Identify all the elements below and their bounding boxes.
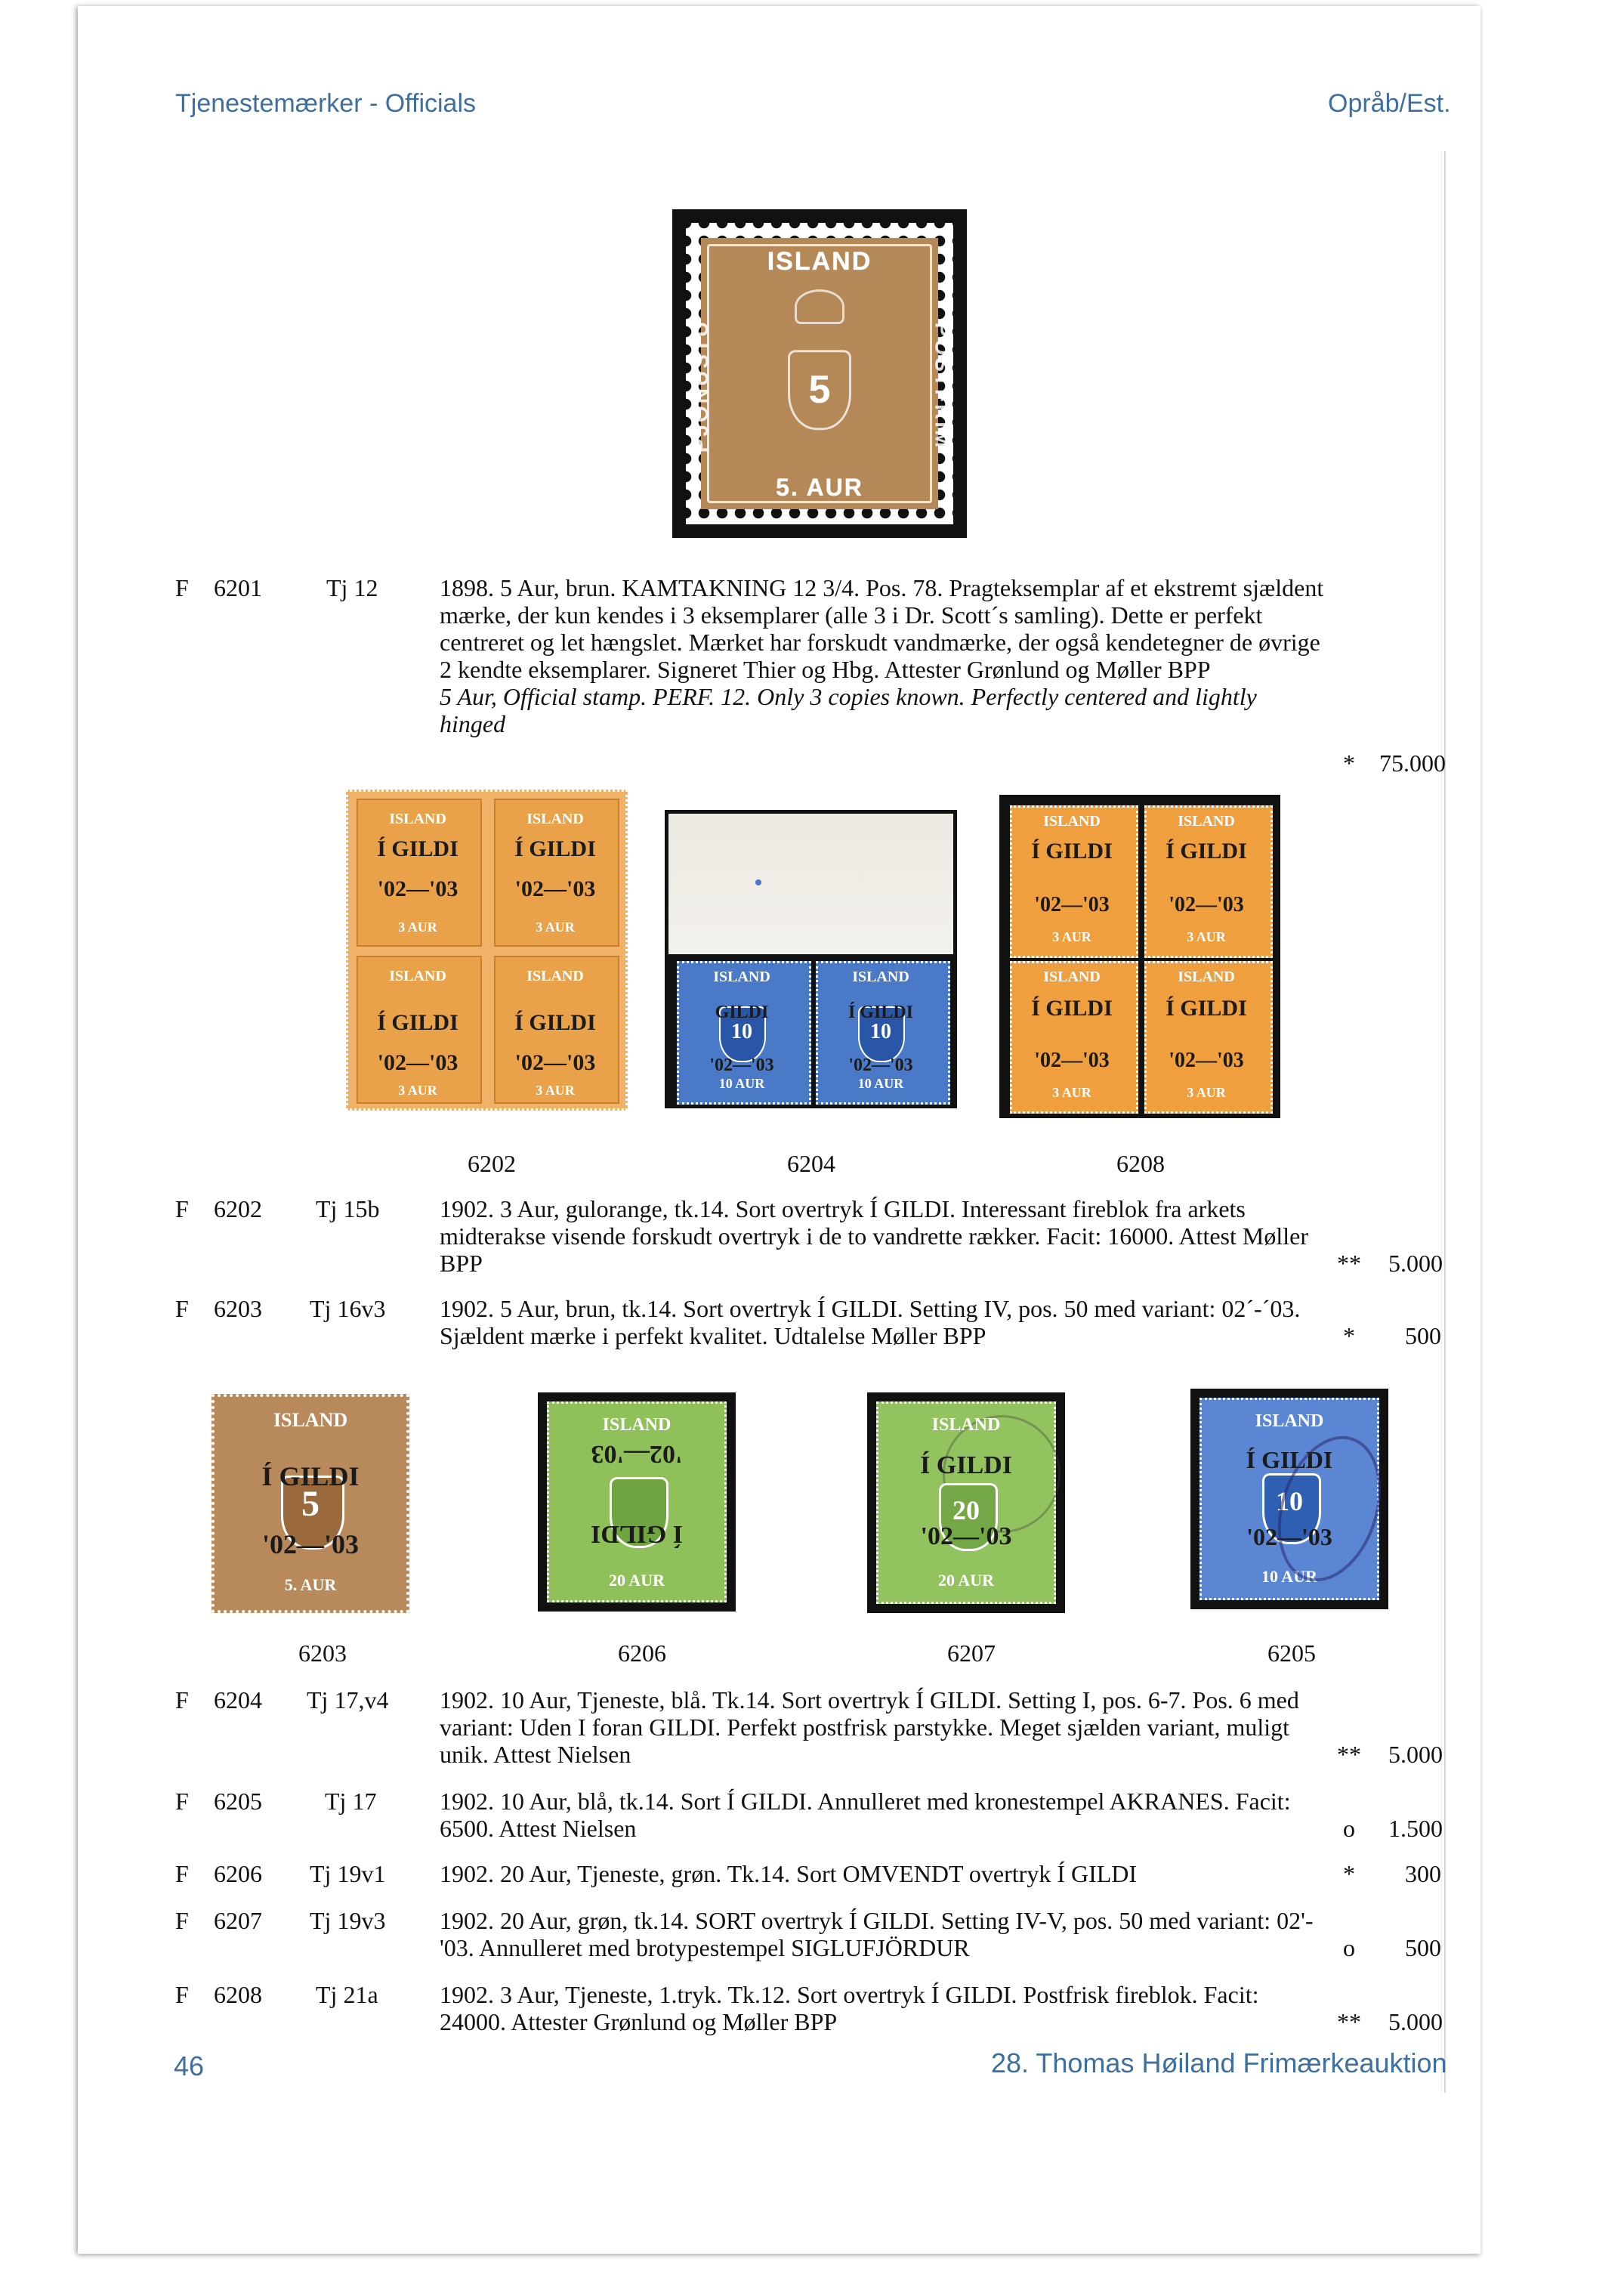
estimate: 5.000 [1388,2008,1443,2035]
stamp-6206 [538,1392,736,1612]
overprint-gildi-inverted: Í GILDI [591,1520,683,1548]
page-number: 46 [174,2050,205,2081]
overprint-years-inverted: '02—'03 [591,1440,683,1468]
lot-description: 1902. 3 Aur, Tjeneste, 1.tryk. Tk.12. Sort overtryk Í GILDI. Postfrisk fireblok. Facit: 24000. Attester Grønlund og Møller BPP [440,1981,1259,2035]
lot-prefix: F [175,1788,189,1815]
overprint-gildi-missing-i: GILDI [715,1003,769,1022]
overprint-years: '02—'03 [1169,1049,1244,1072]
lot-number: 6207 [214,1907,262,1934]
overprint-gildi: Í GILDI [1166,839,1247,864]
stamp-country: ISLAND [389,968,446,984]
stamp-value: 10 [1276,1486,1303,1516]
lot-prefix: F [175,1860,189,1887]
overprint-years: '02—'03 [261,1529,359,1559]
stamp-country: ISLAND [767,247,872,276]
condition-mark: * [1343,749,1355,777]
overprint-years: '02—'03 [1169,893,1244,916]
stamp-denomination: 3 AUR [398,1083,437,1098]
overprint-gildi: Í GILDI [377,836,458,861]
stamp-value: 10 [870,1020,891,1043]
overprint-gildi: Í GILDI [1166,996,1247,1021]
lot-number: 6202 [214,1195,262,1222]
condition-mark: * [1343,1860,1355,1887]
lot-prefix: F [175,1686,189,1714]
lot-prefix: F [175,1195,189,1222]
figure-label: 6206 [618,1639,666,1667]
stamp-block-6202 [346,790,628,1111]
lot-description: 1902. 10 Aur, Tjeneste, blå. Tk.14. Sort overtryk Í GILDI. Setting I, pos. 6-7. Pos. 6 med variant: Uden I foran GILDI. Perfekt postfrisk parstykke. Meget sjælden variant, muligt unik. Attest Nielsen [440,1686,1299,1768]
condition-mark: * [1343,1322,1355,1349]
stamp-denomination: 20 AUR [609,1571,665,1590]
stamp-6207 [867,1392,1065,1613]
stamp-value: 10 [731,1020,752,1043]
stamp-country: ISLAND [1255,1411,1324,1431]
stamp-country: ISLAND [389,811,446,827]
stamp-value: 20 [952,1495,980,1525]
stamp-country: ISLAND [852,969,909,985]
lot-english-description: 5 Aur, Official stamp. PERF. 12. Only 3 copies known. Perfectly centered and lightly hinged [440,683,1257,737]
stamp-denomination: 5. AUR [284,1575,337,1594]
stamp-side-right: POSTFRIM [931,322,955,450]
overprint-gildi: Í GILDI [848,1003,914,1022]
lot-prefix: F [175,1981,189,2008]
condition-mark: ** [1337,2008,1361,2035]
figure-label: 6205 [1267,1639,1316,1667]
stamp-denomination: 3 AUR [536,919,575,935]
stamp-country: ISLAND [1178,813,1235,830]
overprint-years: '02—'03 [377,876,458,901]
overprint-gildi: Í GILDI [1246,1446,1333,1473]
figure-label: 6203 [298,1639,347,1667]
figure-label: 6204 [787,1150,835,1177]
lot-description: 1902. 5 Aur, brun, tk.14. Sort overtryk Í GILDI. Setting IV, pos. 50 med variant: 02´-´03. Sjældent mærke i perfekt kvalitet. Udtalelse Møller BPP [440,1295,1301,1349]
figure-label: 6202 [468,1150,516,1177]
stamp-denomination: 3 AUR [1187,929,1226,944]
stamp-country: ISLAND [1043,969,1101,985]
catalog-number: Tj 15b [316,1195,380,1222]
lot-number: 6206 [214,1860,262,1887]
condition-mark: ** [1337,1250,1361,1277]
catalog-number: Tj 19v3 [310,1907,386,1934]
auction-title: 28. Thomas Høiland Frimærkeauktion [991,2047,1447,2078]
overprint-gildi: Í GILDI [1031,996,1113,1021]
condition-mark: ** [1337,1741,1361,1768]
overprint-gildi: Í GILDI [1031,839,1113,864]
estimate: 500 [1405,1934,1441,1961]
overprint-years: '02—'03 [920,1522,1012,1550]
stamp-denomination: 10 AUR [857,1076,904,1091]
stamp-pair-6204 [665,810,957,1108]
condition-mark: o [1343,1815,1355,1842]
lot-description: 1902. 20 Aur, Tjeneste, grøn. Tk.14. Sort OMVENDT overtryk Í GILDI [440,1860,1138,1887]
condition-mark: o [1343,1934,1355,1961]
stamp-denomination: 10 AUR [718,1076,765,1091]
overprint-years: '02—'03 [848,1055,913,1075]
lot-description: 1898. 5 Aur, brun. KAMTAKNING 12 3/4. Pos. 78. Pragteksemplar af et ekstremt sjældent mærke, der kun kendes i 3 eksemplarer (alle 3 i Dr. Scott´s samling). Dette er perfekt centreret og let hængslet. Mærket har forskudt vandmærke, der også kendetegner de øvrige 2 kendte eksemplarer. Signeret Thier og Hbg. Attester Grønlund og Møller BPP [440,574,1324,683]
overprint-years: '02—'03 [1246,1523,1332,1550]
estimate: 75.000 [1379,749,1446,777]
stamp-denomination: 10 AUR [1261,1567,1317,1586]
header-estimate-label: Opråb/Est. [1328,89,1451,118]
catalog-number: Tj 17 [325,1788,377,1815]
lot-description: 1902. 10 Aur, blå, tk.14. Sort Í GILDI. Annulleret med kronestempel AKRANES. Facit: 6500. Attest Nielsen [440,1788,1291,1842]
overprint-years: '02—'03 [514,1050,596,1075]
stamp-country: ISLAND [602,1415,672,1435]
crown-emblem [795,289,844,324]
overprint-years: '02—'03 [514,876,596,901]
lot-number: 6208 [214,1981,262,2008]
overprint-gildi: Í GILDI [261,1461,360,1491]
estimate: 1.500 [1388,1815,1443,1842]
margin-rule [1444,151,1446,2093]
overprint-gildi: Í GILDI [514,836,596,861]
lot-description: 1902. 3 Aur, gulorange, tk.14. Sort overtryk Í GILDI. Interessant fireblok fra arkets midterakse visende forskudt overtryk i de to vandrette rækker. Facit: 16000. Attest Møller BPP [440,1195,1308,1277]
estimate: 300 [1405,1860,1441,1887]
stamp-country: ISLAND [526,811,584,827]
stamp-value: 5 [788,350,851,430]
overprint-years: '02—'03 [377,1050,458,1075]
stamp-denomination: 3 AUR [1052,1085,1091,1100]
lot-number: 6201 [214,574,262,601]
catalog-number: Tj 19v1 [310,1860,386,1887]
margin-rule-light [1441,151,1442,2093]
figure-label: 6207 [947,1639,996,1667]
lot-number: 6203 [214,1295,262,1322]
overprint-gildi: Í GILDI [920,1451,1012,1479]
catalog-number: Tj 16v3 [310,1295,386,1322]
stamp-country: ISLAND [526,968,584,984]
lot-description: 1902. 20 Aur, grøn, tk.14. SORT overtryk Í GILDI. Setting IV-V, pos. 50 med variant: 02'-'03. Annulleret med brotypestempel SIGLUFJÖRDUR [440,1907,1314,1961]
stamp-6205 [1190,1389,1388,1609]
stamp-block-6208 [999,795,1280,1118]
stamp-country: ISLAND [273,1409,348,1431]
stamp-6201 [672,209,967,538]
overprint-years: '02—'03 [709,1055,774,1075]
stamp-country: ISLAND [1043,813,1101,830]
lot-number: 6205 [214,1788,262,1815]
overprint-years: '02—'03 [1034,1049,1110,1072]
estimate: 500 [1405,1322,1441,1349]
stamp-denomination: 5. AUR [776,474,863,501]
lot-prefix: F [175,574,189,601]
catalog-number: Tj 12 [326,574,378,601]
lot-prefix: F [175,1907,189,1934]
stamp-denomination: 3 AUR [398,919,437,935]
sheet-margin [668,814,953,954]
stamp-side-left: PJÓNUSTU [689,319,713,453]
estimate: 5.000 [1388,1741,1443,1768]
stamp-country: ISLAND [713,969,770,985]
stamp-denomination: 3 AUR [1052,929,1091,944]
overprint-gildi: Í GILDI [514,1010,596,1035]
stamp-denomination: 20 AUR [938,1571,994,1590]
lot-number: 6204 [214,1686,262,1714]
stamp-country: ISLAND [1178,969,1235,985]
catalog-number: Tj 17,v4 [307,1686,389,1714]
overprint-years: '02—'03 [1034,893,1110,916]
stamp-country: ISLAND [931,1415,1001,1435]
lot-prefix: F [175,1295,189,1322]
stamp-value: 5 [301,1484,320,1524]
stamp-6203 [211,1394,409,1613]
estimate: 5.000 [1388,1250,1443,1277]
header-section-title: Tjenestemærker - Officials [175,89,477,118]
catalog-number: Tj 21a [316,1981,378,2008]
overprint-gildi: Í GILDI [377,1010,458,1035]
figure-label: 6208 [1116,1150,1165,1177]
stamp-denomination: 3 AUR [536,1083,575,1098]
stamp-denomination: 3 AUR [1187,1085,1226,1100]
